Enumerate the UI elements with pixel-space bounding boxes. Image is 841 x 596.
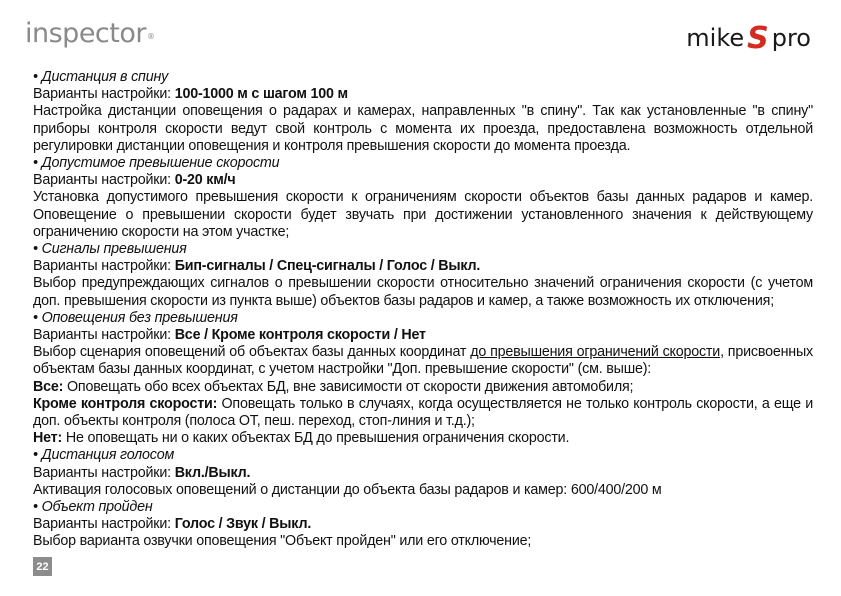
options-value: Бип-сигналы / Спец-сигналы / Голос / Выкл. — [174, 258, 481, 275]
options-label: Варианты настройки: — [33, 86, 175, 103]
options-label: Варианты настройки: — [33, 258, 175, 275]
options-value: Все / Кроме контроля скорости / Нет — [174, 327, 426, 344]
option-none — [33, 430, 813, 447]
description-voice-distance: Активация голосовых оповещений о дистанции до объекта базы радаров и камер: 600/400/200 м — [33, 481, 662, 498]
logo-s-mark: S — [747, 20, 769, 56]
logo-mike-text: mike — [686, 24, 745, 52]
options-value: Вкл./Выкл. — [174, 464, 251, 481]
options-value: 0-20 км/ч — [174, 172, 236, 189]
description-overspeed-signals: Выбор предупреждающих сигналов о превышении скорости относительно значений ограничения скорости (с учетом доп. превышения скорости из пункта выше) объектов базы радаров и камер, а также возможность их отключения; — [33, 275, 813, 309]
option-all-text: Оповещать обо всех объектах БД, вне зависимости от скорости движения автомобиля; — [63, 378, 634, 395]
section-title-voice-distance: • Дистанция голосом — [33, 447, 175, 464]
section-title-object-passed: • Объект пройден — [33, 499, 153, 516]
description-text: Выбор сценария оповещений об объектах базы данных координат — [33, 344, 471, 361]
options-allowed-overspeed — [33, 172, 813, 189]
option-except-speed — [33, 396, 813, 430]
inspector-logo — [25, 18, 154, 49]
mike-s-pro-logo — [686, 20, 811, 56]
description-text: , присвоенных объектам базы данных координат, с учетом настройки "Доп. превышение скорости" (см. выше): — [33, 344, 813, 378]
options-label: Варианты настройки: — [33, 172, 175, 189]
options-value: Голос / Звук / Выкл. — [174, 516, 312, 533]
section-title-distance-back: • Дистанция в спину — [33, 69, 169, 85]
options-label: Варианты настройки: — [33, 516, 175, 533]
option-none-text: Не оповещать ни о каких объектах БД до превышения ограничения скорости. — [62, 430, 570, 447]
options-label: Варианты настройки: — [33, 464, 175, 481]
options-overspeed-signals — [33, 258, 813, 275]
registered-mark: ® — [146, 32, 155, 41]
logo-pro-text: pro — [771, 24, 811, 52]
option-none-label: Нет: — [33, 430, 63, 447]
underlined-text: до превышения ограничений скорости — [470, 344, 721, 361]
options-object-passed — [33, 516, 813, 533]
section-title-allowed-overspeed: • Допустимое превышение скорости — [33, 155, 280, 172]
option-except-speed-text: Оповещать только в случаях, когда осуществляется не только контроль скорости, а еще и доп. объекты контроля (полоса ОТ, пеш. переход, стоп-линия и т.д.); — [33, 395, 814, 430]
inspector-logo-text: inspector — [25, 18, 146, 49]
manual-content — [33, 69, 813, 551]
option-all-label: Все: — [33, 378, 64, 395]
page-number: 22 — [33, 557, 52, 576]
section-title-alerts-no-overspeed: • Оповещения без превышения — [33, 309, 238, 326]
description-allowed-overspeed: Установка допустимого превышения скорости к ограничениям скорости объектов базы данных радаров и камер. Оповещение о превышении скорости будет звучать при достижении установленного значения к действующему ограничению скорости на этом участке; — [33, 189, 813, 240]
options-distance-back — [33, 86, 813, 103]
section-title-overspeed-signals: • Сигналы превышения — [33, 241, 187, 258]
options-value: 100-1000 м с шагом 100 м — [174, 86, 348, 103]
description-distance-back: Настройка дистанции оповещения о радарах и камерах, направленных "в спину". Так как установленные "в спину" приборы контроля скорости ведут свой контроль с момента их проезда, предоставлена возможность отдельной регулировки дистанции оповещения и контроля превышения скорости до момента проезда. — [33, 103, 813, 154]
options-voice-distance — [33, 465, 813, 482]
description-alerts-no-overspeed — [33, 344, 813, 378]
description-object-passed: Выбор варианта озвучки оповещения "Объект пройден" или его отключение; — [33, 533, 532, 550]
option-all — [33, 379, 813, 396]
options-label: Варианты настройки: — [33, 327, 175, 344]
options-alerts-no-overspeed — [33, 327, 813, 344]
option-except-speed-label: Кроме контроля скорости: — [33, 395, 218, 412]
